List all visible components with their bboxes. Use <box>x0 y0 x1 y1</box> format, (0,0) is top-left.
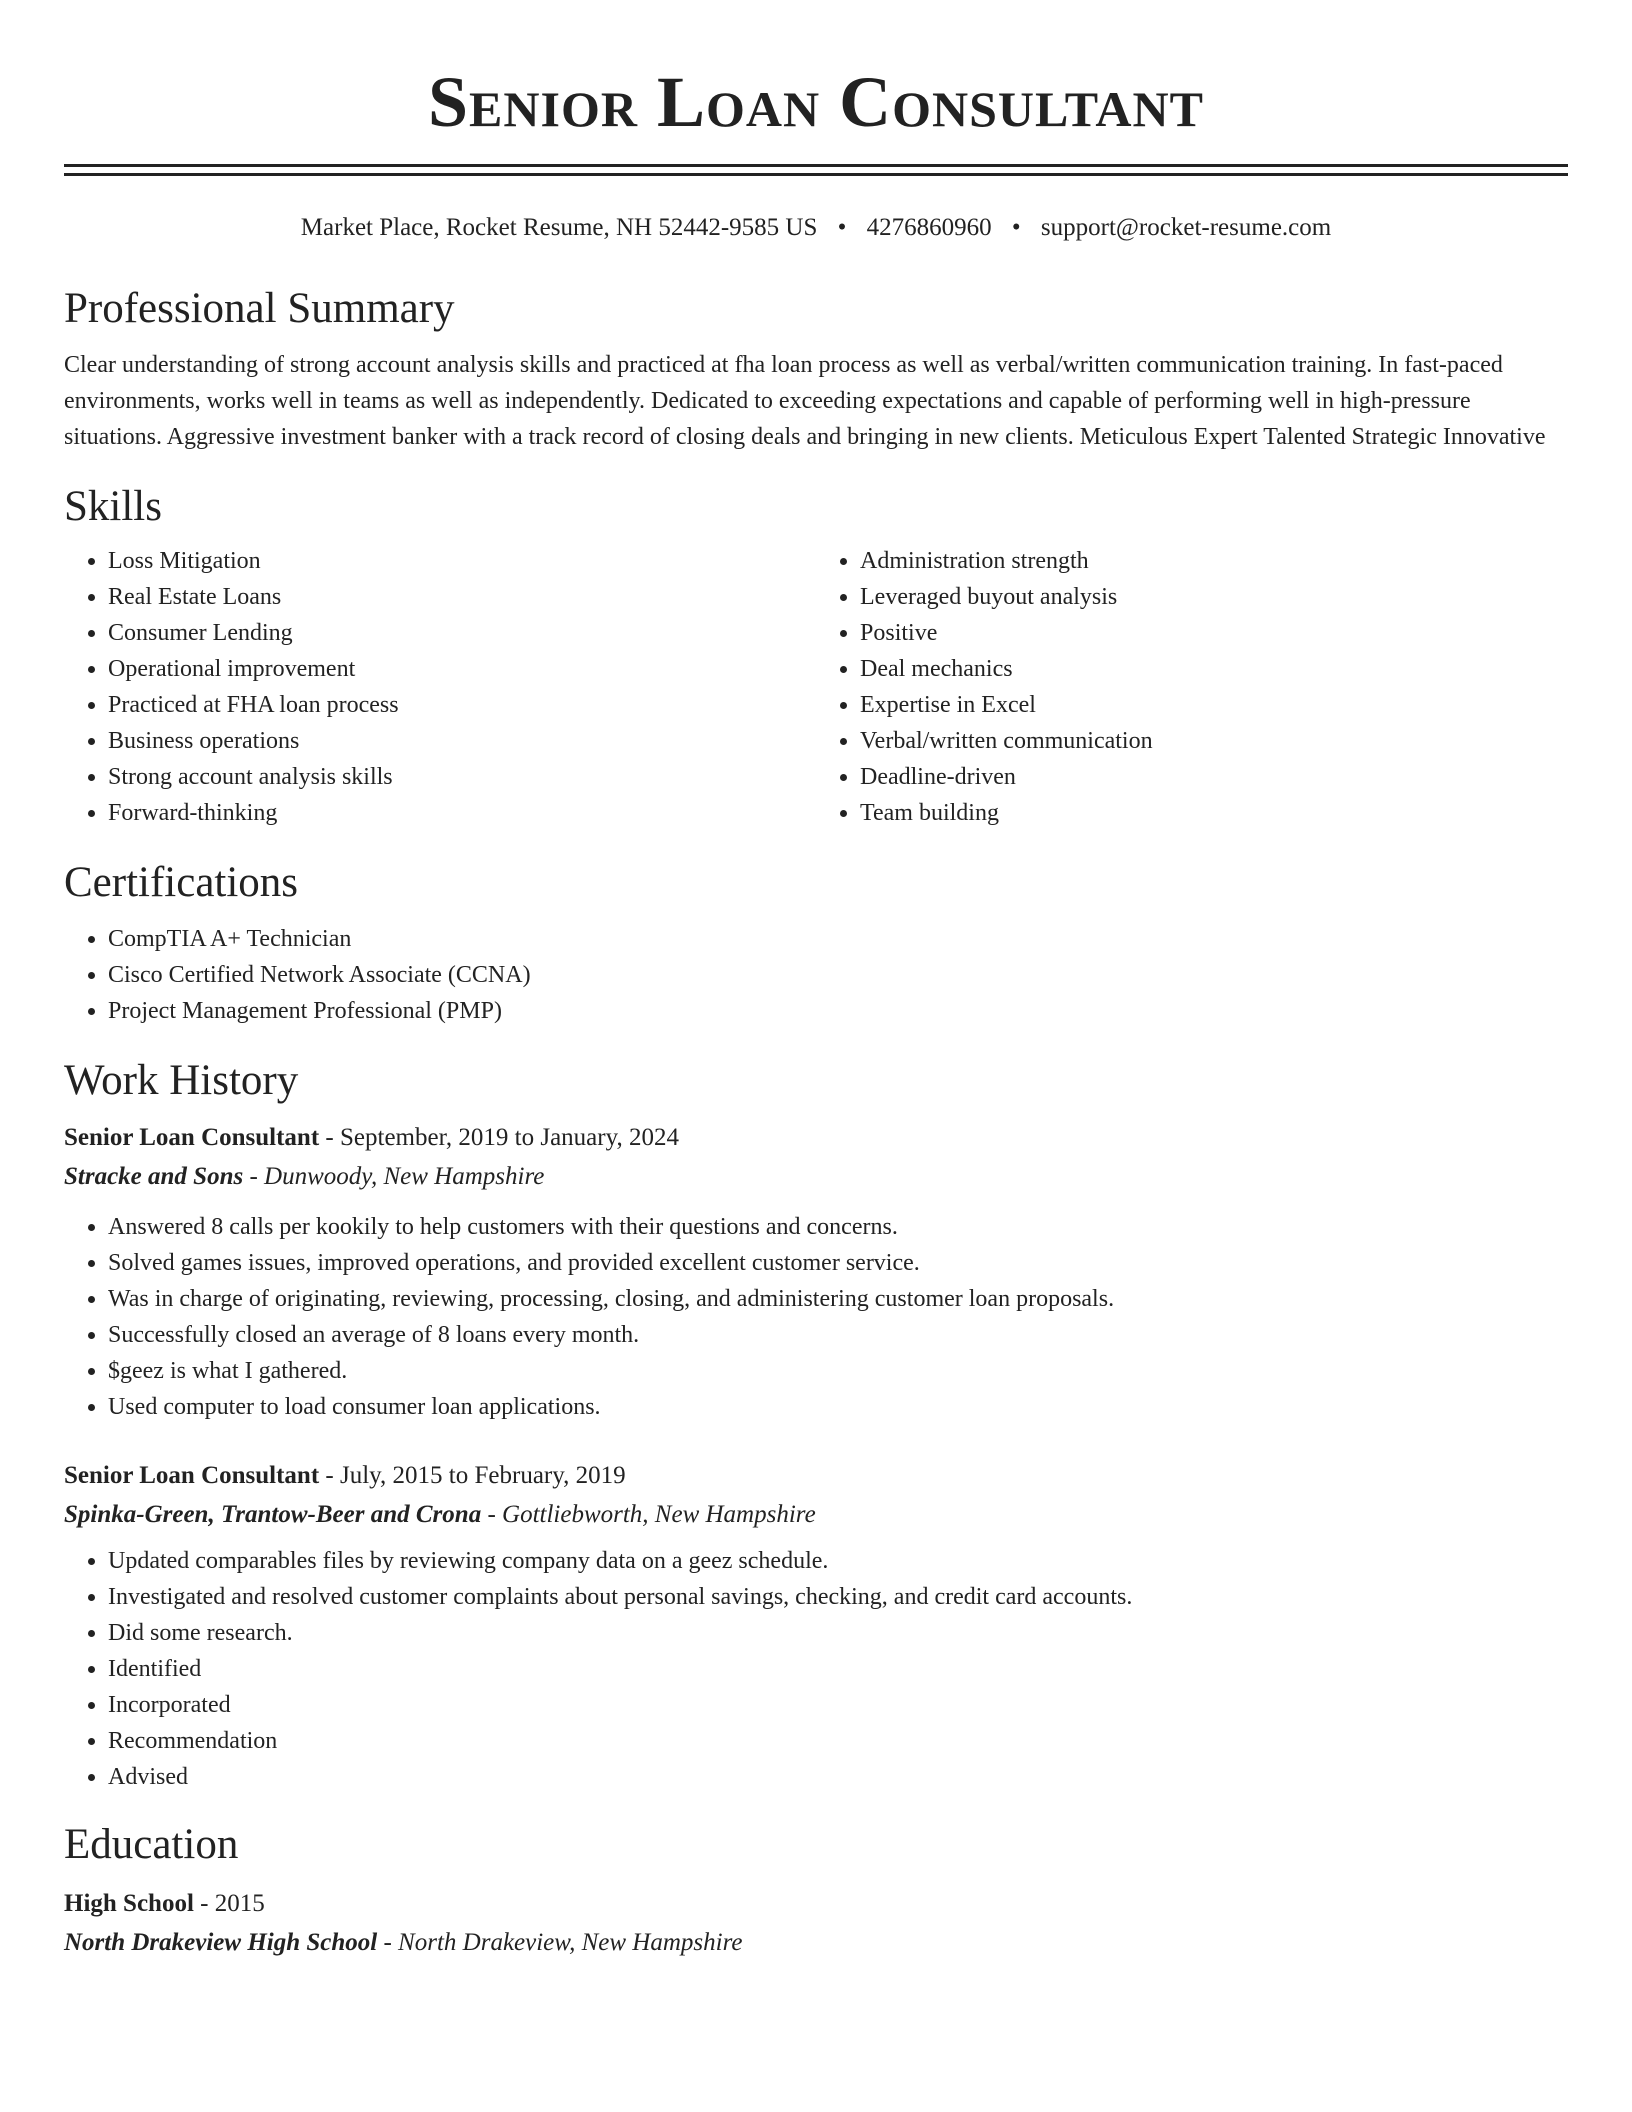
job-duty-item: • Answered 8 calls per kookily to help customers with their questions and concerns. <box>108 1209 1568 1245</box>
skill-item: • Positive <box>860 615 1568 651</box>
education-heading: Education <box>64 1821 239 1868</box>
certification-item: • Project Management Professional (PMP) <box>108 993 1568 1029</box>
contact-email: support@rocket-resume.com <box>1040 214 1332 241</box>
job-duty-item: • Used computer to load consumer loan applications. <box>108 1389 1568 1425</box>
job-duty-item: • Successfully closed an average of 8 loans every month. <box>108 1317 1568 1353</box>
skill-item: • Verbal/written communication <box>860 723 1568 759</box>
job-duty-item: • Identified <box>108 1651 1568 1687</box>
job-duty-item: • Recommendation <box>108 1723 1568 1759</box>
skills-columns <box>64 543 1568 831</box>
skill-item: • Expertise in Excel <box>860 687 1568 723</box>
job-entry <box>64 1457 1568 1795</box>
education-school-line <box>64 1923 1568 1963</box>
job-location: - Dunwoody, New Hampshire <box>243 1163 545 1190</box>
job-duty-item: • Investigated and resolved customer complaints about personal savings, checking, and credit card accounts. <box>108 1579 1568 1615</box>
job-duty-item: • Advised <box>108 1759 1568 1795</box>
education-location: - North Drakeview, New Hampshire <box>377 1929 743 1956</box>
contact-address: Market Place, Rocket Resume, NH 52442-9585 US <box>300 214 818 241</box>
skills-heading: Skills <box>64 483 162 530</box>
job-title-line <box>64 1119 1568 1157</box>
job-duty-item: • Incorporated <box>108 1687 1568 1723</box>
skills-list-right <box>816 543 1568 831</box>
skill-item: • Operational improvement <box>108 651 816 687</box>
summary-text: Clear understanding of strong account analysis skills and practiced at fha loan process as well as verbal/written communication training. In fast-paced environments, works well in teams as well as independently. Dedicated to exceeding expectations and capable of performing well in high-pressure situations. Aggressive investment banker with a track record of closing deals and bringing in new clients. Meticulous Expert Talented Strategic Innovative <box>64 352 1546 450</box>
job-entry <box>64 1119 1568 1425</box>
job-location: - Gottliebworth, New Hampshire <box>481 1501 816 1528</box>
skill-item: • Administration strength <box>860 543 1568 579</box>
skill-item: • Loss Mitigation <box>108 543 816 579</box>
skill-item: • Real Estate Loans <box>108 579 816 615</box>
job-dates: - July, 2015 to February, 2019 <box>319 1462 626 1489</box>
job-duty-item: • $geez is what I gathered. <box>108 1353 1568 1389</box>
job-duty-item: • Was in charge of originating, reviewing, processing, closing, and administering customer loan proposals. <box>108 1281 1568 1317</box>
job-company-line <box>64 1495 1568 1535</box>
certification-item: • CompTIA A+ Technician <box>108 921 1568 957</box>
education-school: North Drakeview High School <box>64 1929 378 1956</box>
contact-phone: 4276860960 <box>866 214 992 241</box>
job-company-line <box>64 1157 1568 1197</box>
job-company: Spinka-Green, Trantow-Beer and Crona <box>64 1501 482 1528</box>
resume-title: Senior Loan Consultant <box>428 62 1204 142</box>
job-title-line <box>64 1457 1568 1495</box>
skill-item: • Consumer Lending <box>108 615 816 651</box>
education-degree-line <box>64 1885 1568 1923</box>
summary-heading: Professional Summary <box>64 285 455 332</box>
education-entry <box>64 1885 1568 1963</box>
job-title: Senior Loan Consultant <box>64 1124 320 1151</box>
skills-list-left <box>64 543 816 831</box>
contact-separator: • <box>1011 214 1021 241</box>
job-company: Stracke and Sons <box>64 1163 244 1190</box>
certifications-list <box>64 921 1568 1029</box>
header-divider-top <box>64 164 1568 167</box>
job-dates: - September, 2019 to January, 2024 <box>319 1124 679 1151</box>
header-divider-bottom <box>64 173 1568 176</box>
job-duty-item: • Solved games issues, improved operations, and provided excellent customer service. <box>108 1245 1568 1281</box>
skill-item: • Business operations <box>108 723 816 759</box>
contact-line <box>64 211 1568 245</box>
skill-item: • Deal mechanics <box>860 651 1568 687</box>
education-year: - 2015 <box>193 1890 265 1917</box>
job-duties-list <box>64 1209 1568 1425</box>
contact-separator: • <box>837 214 847 241</box>
work-history-heading: Work History <box>64 1057 299 1104</box>
education-degree: High School <box>64 1890 194 1917</box>
skill-item: • Forward-thinking <box>108 795 816 831</box>
job-title: Senior Loan Consultant <box>64 1462 320 1489</box>
certifications-heading: Certifications <box>64 859 299 906</box>
job-duty-item: • Updated comparables files by reviewing company data on a geez schedule. <box>108 1543 1568 1579</box>
certification-item: • Cisco Certified Network Associate (CCNA) <box>108 957 1568 993</box>
skill-item: • Practiced at FHA loan process <box>108 687 816 723</box>
job-duty-item: • Did some research. <box>108 1615 1568 1651</box>
skill-item: • Deadline-driven <box>860 759 1568 795</box>
skill-item: • Team building <box>860 795 1568 831</box>
skill-item: • Strong account analysis skills <box>108 759 816 795</box>
job-duties-list <box>64 1543 1568 1795</box>
skill-item: • Leveraged buyout analysis <box>860 579 1568 615</box>
